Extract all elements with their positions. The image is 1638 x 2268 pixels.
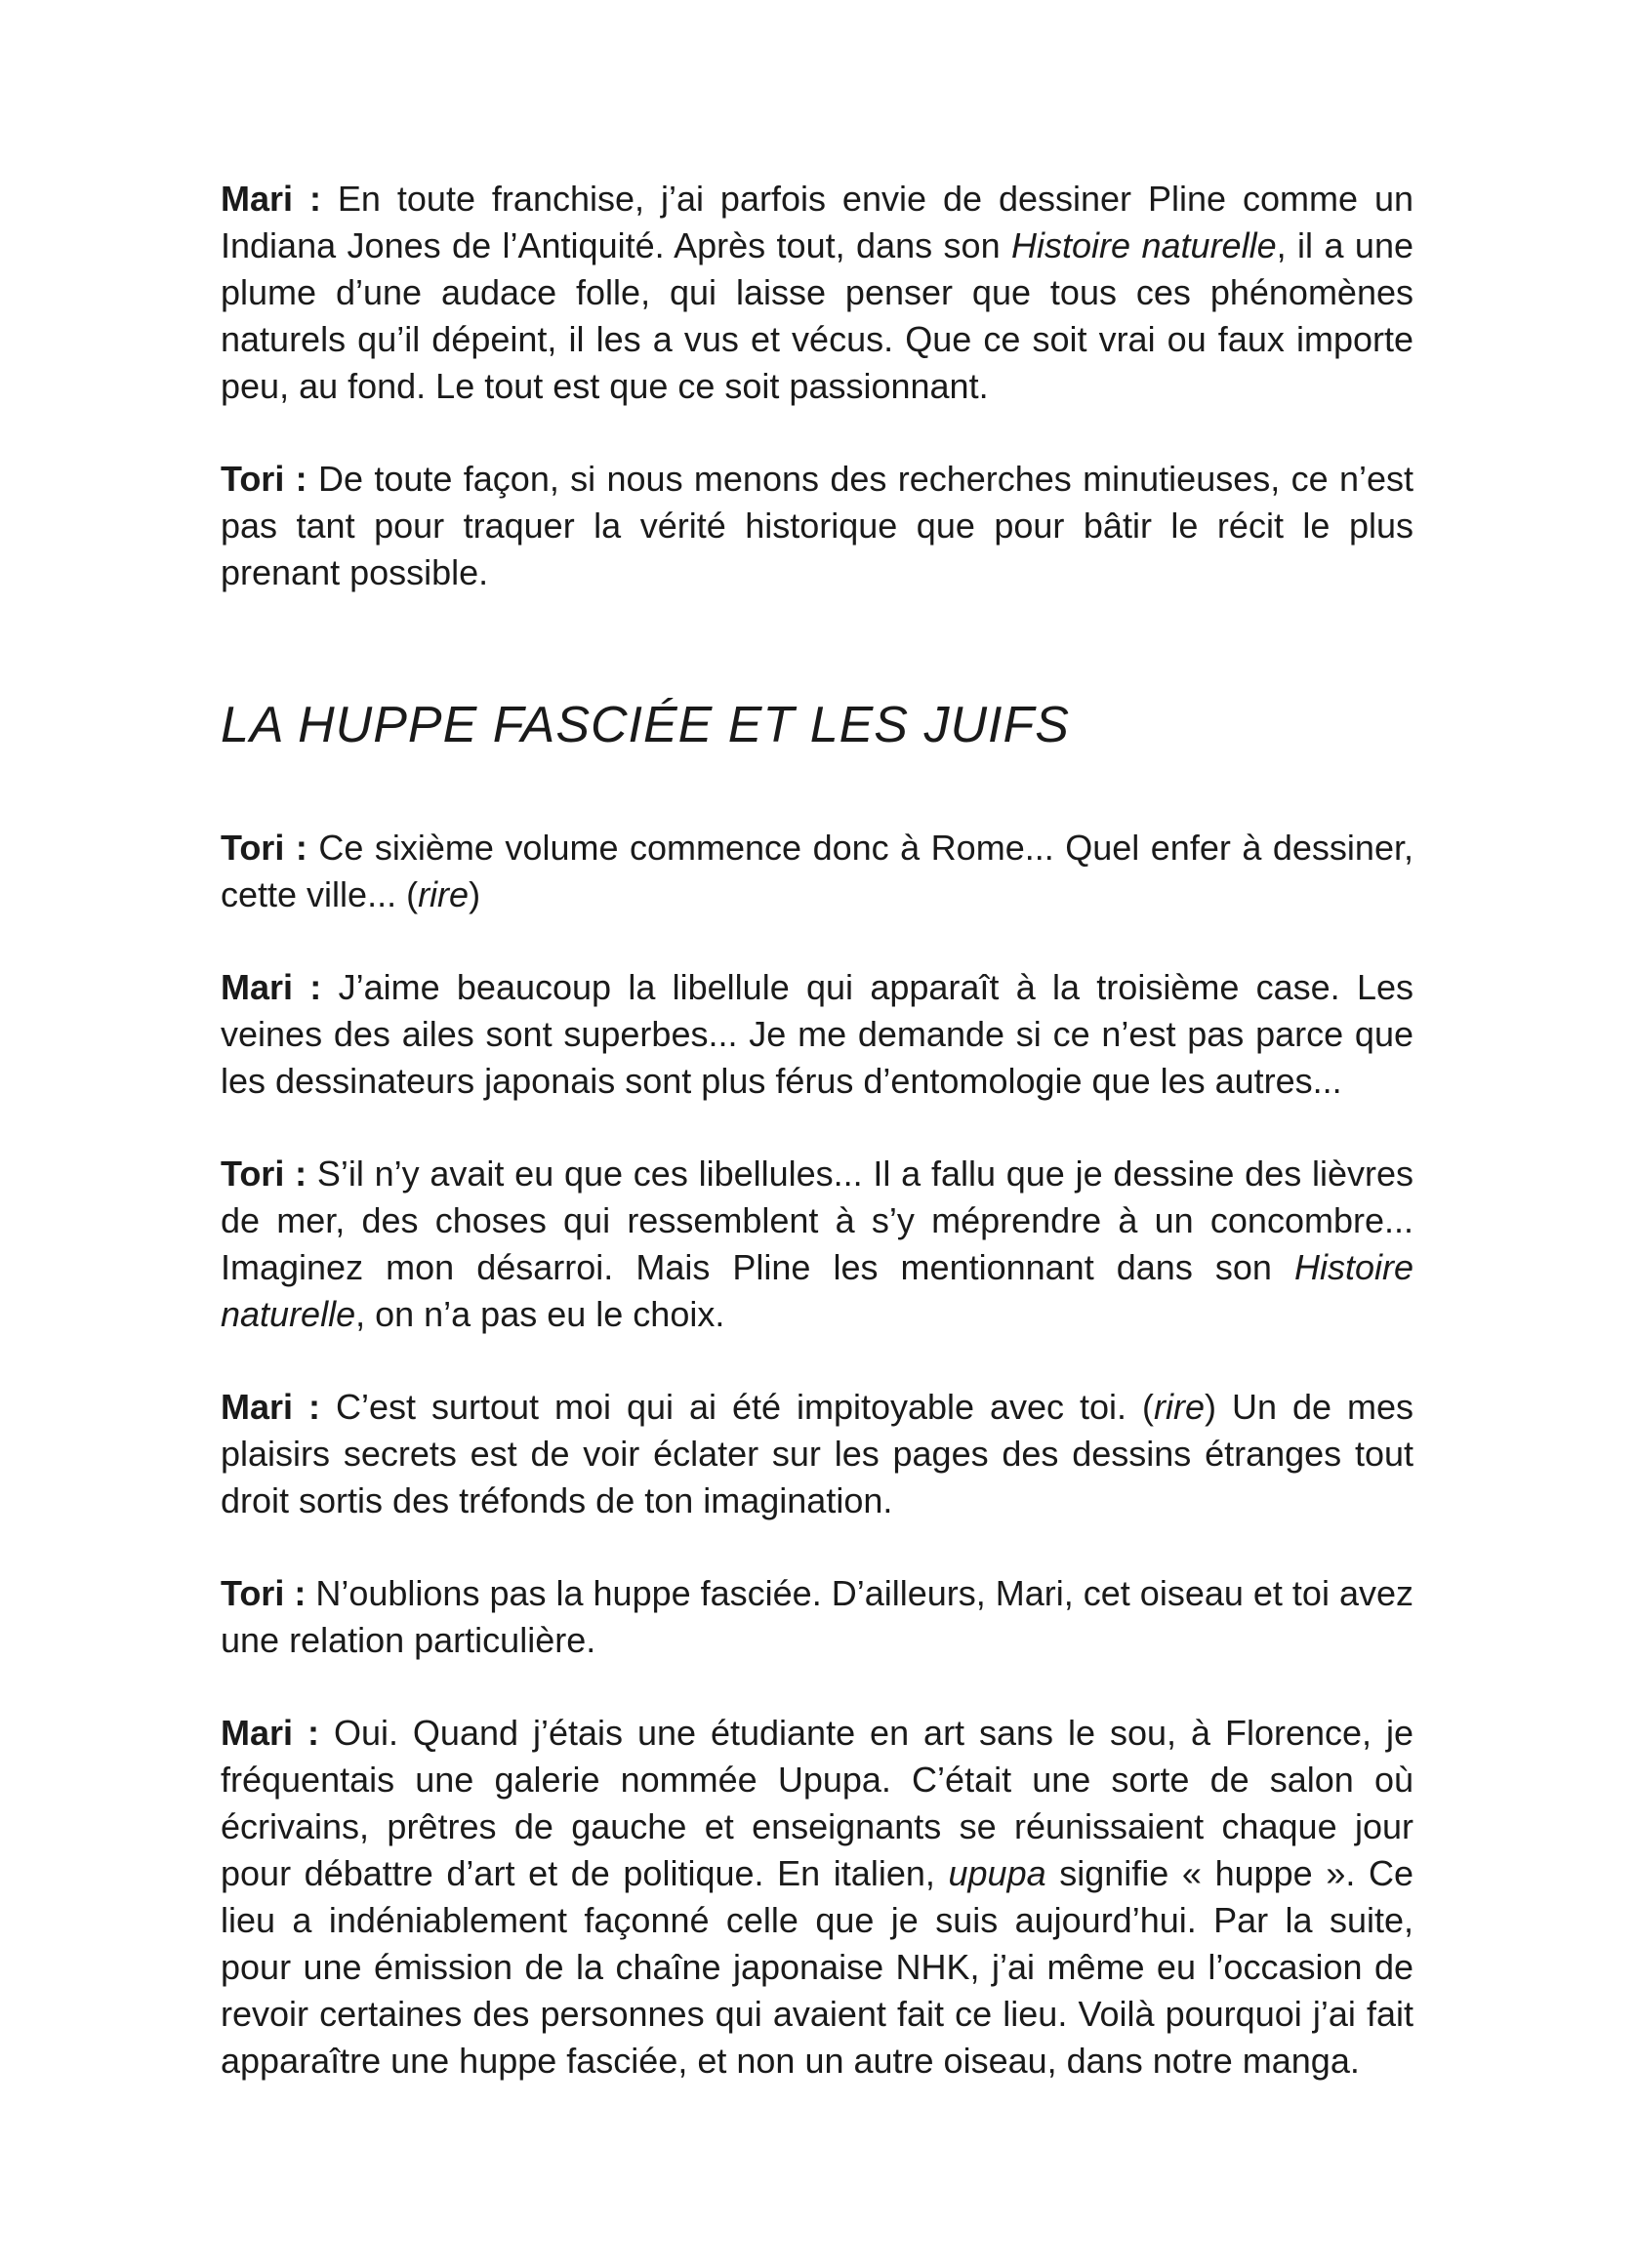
paragraph-text: J’aime beaucoup la libellule qui apparaît à la troisième case. Les veines des ailes sont superbes... Je me demande si ce n’est pas parce que les dessinateurs japonais sont plus férus d’entomologie que les autres... xyxy=(221,967,1413,1101)
paragraph-text: ) xyxy=(469,874,481,914)
dialogue-paragraph-6 xyxy=(221,1710,1413,2085)
speaker-label: Tori : xyxy=(221,1573,307,1613)
dialogue-block xyxy=(221,825,1413,2085)
speaker-label: Mari : xyxy=(221,967,322,1007)
paragraph-text: , on n’a pas eu le choix. xyxy=(355,1294,725,1334)
book-title: Histoire naturelle xyxy=(1011,225,1277,265)
intro-block xyxy=(221,176,1413,596)
page-body xyxy=(221,176,1413,2085)
paragraph-text: N’oublions pas la huppe fasciée. D’ailleurs, Mari, cet oiseau et toi avez une relation particulière. xyxy=(221,1573,1413,1660)
speaker-label: Tori : xyxy=(221,1154,307,1194)
paragraph-text: En toute franchise, j’ai parfois envie de dessiner Pline comme un Indiana Jones de l’Antiquité. Après tout, dans son xyxy=(221,179,1413,265)
section-heading: LA HUPPE FASCIÉE ET LES JUIFS xyxy=(221,697,1070,753)
dialogue-paragraph-5 xyxy=(221,1570,1413,1664)
paragraph-text: Oui. Quand j’étais une étudiante en art sans le sou, à Florence, je fréquentais une galerie nommée Upupa. C’était une sorte de salon où écrivains, prêtres de gauche et enseignants se réunissaient chaque jour pour débattre d’art et de politique. En italien, xyxy=(221,1713,1413,1893)
paragraph-text: ) Un de mes plaisirs secrets est de voir éclater sur les pages des dessins étranges tout droit sortis des tréfonds de ton imagination. xyxy=(221,1387,1413,1520)
foreign-word: upupa xyxy=(948,1853,1046,1893)
intro-paragraph-2 xyxy=(221,456,1413,596)
dialogue-paragraph-3 xyxy=(221,1151,1413,1338)
speaker-label: Tori : xyxy=(221,828,307,868)
paragraph-text: De toute façon, si nous menons des recherches minutieuses, ce n’est pas tant pour traquer la vérité historique que pour bâtir le récit le plus prenant possible. xyxy=(221,459,1413,592)
speaker-label: Mari : xyxy=(221,1713,319,1753)
paragraph-text: , il a une plume d’une audace folle, qui laisse penser que tous ces phénomènes naturels qu’il dépeint, il les a vus et vécus. Que ce soit vrai ou faux importe peu, au fond. Le tout est que ce soit passionnant. xyxy=(221,225,1413,406)
stage-direction: rire xyxy=(1154,1387,1206,1427)
book-title: Histoire naturelle xyxy=(221,1247,1413,1334)
paragraph-text: S’il n’y avait eu que ces libellules... Il a fallu que je dessine des lièvres de mer, des choses qui ressemblent à s’y méprendre à un concombre... Imaginez mon désarroi. Mais Pline les mentionnant dans son xyxy=(221,1154,1414,1287)
paragraph-text: C’est surtout moi qui ai été impitoyable avec toi. ( xyxy=(335,1387,1155,1427)
paragraph-text: Ce sixième volume commence donc à Rome... Quel enfer à dessiner, cette ville... ( xyxy=(221,828,1413,914)
dialogue-paragraph-4 xyxy=(221,1384,1413,1524)
speaker-label: Mari : xyxy=(221,1387,320,1427)
paragraph-text: signifie « huppe ». Ce lieu a indéniablement façonné celle que je suis aujourd’hui. Par la suite, pour une émission de la chaîne japonaise NHK, j’ai même eu l’occasion de revoir certaines des personnes qui avaient fait ce lieu. Voilà pourquoi j’ai fait apparaître une huppe fasciée, et non un autre oiseau, dans notre manga. xyxy=(221,1853,1413,2081)
speaker-label: Mari : xyxy=(221,179,321,219)
speaker-label: Tori : xyxy=(221,459,307,499)
stage-direction: rire xyxy=(418,874,470,914)
intro-paragraph-1 xyxy=(221,176,1413,410)
dialogue-paragraph-1 xyxy=(221,825,1413,918)
dialogue-paragraph-2 xyxy=(221,964,1413,1105)
